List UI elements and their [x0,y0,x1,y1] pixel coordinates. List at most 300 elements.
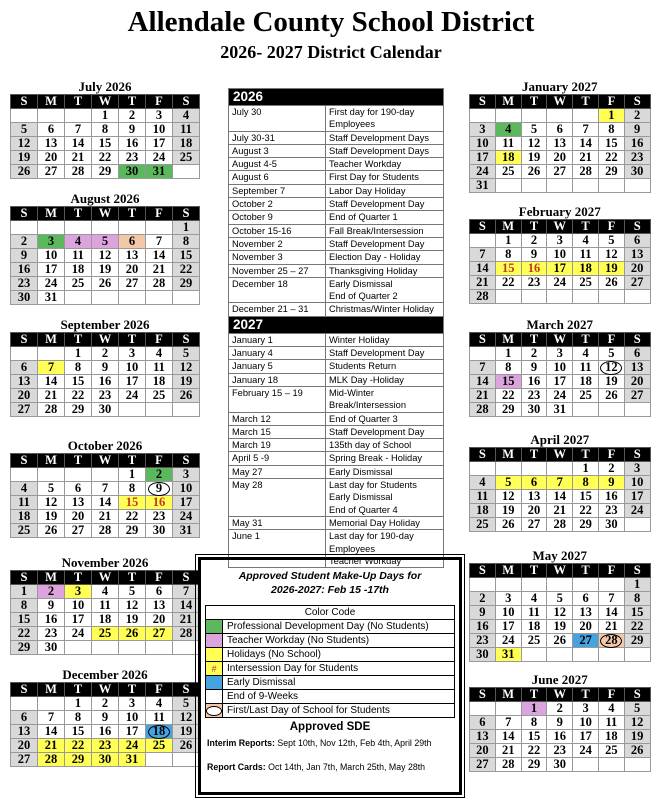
day-cell: 20 [65,510,92,524]
weekday-header: T [65,95,92,109]
empty-cell [573,648,599,662]
day-cell: 27 [146,627,173,641]
day-cell: 23 [38,627,65,641]
empty-cell [598,578,624,592]
empty-cell [547,462,573,476]
empty-cell [470,234,496,248]
day-cell: 14 [470,375,496,389]
day-cell: 9 [521,248,547,262]
weekday-header: S [173,207,200,221]
month-grid [10,206,200,305]
event-row [229,211,444,224]
empty-cell [470,109,496,123]
weekday-header: M [38,207,65,221]
weekday-header: M [38,571,65,585]
day-cell: 29 [624,634,650,648]
day-cell: 2 [547,702,573,716]
weekday-header: S [11,333,38,347]
event-description: Staff Development Day [326,425,444,438]
day-cell: 10 [495,606,521,620]
legend-item [206,690,455,704]
day-cell: 28 [470,290,496,304]
month-grid [10,94,200,179]
day-cell: 4 [146,697,173,711]
day-cell: 8 [173,235,200,249]
day-cell: 1 [495,347,521,361]
day-cell: 2 [38,585,65,599]
day-cell: 1 [65,697,92,711]
day-cell: 24 [119,739,146,753]
empty-cell [495,578,521,592]
day-cell: 7 [573,123,599,137]
day-cell: 17 [173,496,200,510]
event-date: November 3 [229,251,326,264]
empty-cell [495,109,521,123]
day-cell: 8 [521,716,547,730]
day-cell: 1 [598,109,624,123]
day-cell: 10 [573,716,599,730]
hash-icon: # [211,663,217,674]
event-row [229,144,444,157]
weekday-header: W [547,220,573,234]
day-cell: 5 [119,585,146,599]
event-description: Fall Break/Intersession [326,224,444,237]
report-cards [207,762,459,772]
day-cell: 30 [146,524,173,538]
weekday-header: M [38,333,65,347]
day-cell: 27 [547,165,573,179]
event-description: Election Day - Holiday [326,251,444,264]
empty-cell [92,221,119,235]
day-cell: 7 [470,248,496,262]
empty-cell [119,291,146,305]
day-cell: 22 [598,151,624,165]
weekday-header: T [119,95,146,109]
day-cell: 5 [598,347,624,361]
month-grid [10,682,200,767]
day-cell: 20 [11,739,38,753]
event-date: January 1 [229,333,326,346]
day-cell: 21 [598,620,624,634]
day-cell: 23 [92,389,119,403]
day-cell: 16 [146,496,173,510]
day-cell: 20 [547,151,573,165]
day-cell: 4 [598,702,624,716]
event-date: October 2 [229,198,326,211]
day-cell: 8 [92,123,119,137]
event-row [229,452,444,465]
interim-label: Interim Reports: [207,738,275,748]
empty-cell [521,462,547,476]
day-cell: 16 [470,620,496,634]
day-cell: 11 [146,711,173,725]
event-row [229,516,444,529]
empty-cell [92,291,119,305]
empty-cell [547,290,573,304]
weekday-header: T [65,207,92,221]
event-row [229,479,444,517]
weekday-header: S [470,333,496,347]
day-cell: 28 [38,753,65,767]
empty-cell [495,462,521,476]
day-cell: 18 [11,510,38,524]
event-row [229,303,444,316]
day-cell: 19 [173,375,200,389]
day-cell: 3 [119,347,146,361]
day-cell: 21 [146,263,173,277]
day-cell: 10 [547,248,573,262]
empty-cell [173,753,200,767]
day-cell: 20 [11,389,38,403]
day-cell: 22 [573,504,599,518]
year-label: 2026 [229,89,444,106]
empty-cell [173,291,200,305]
empty-cell [495,179,521,193]
event-description: Last day for 190-day Employees Teacher Workday [326,530,444,568]
legend-swatch [206,620,223,634]
empty-cell [547,179,573,193]
day-cell: 29 [173,277,200,291]
event-date: March 15 [229,425,326,438]
month-title: March 2027 [526,317,594,332]
day-cell: 21 [470,389,496,403]
month-october-2026 [10,439,200,538]
weekday-header: F [598,564,624,578]
day-cell: 16 [38,613,65,627]
day-cell: 19 [624,730,650,744]
empty-cell [11,468,38,482]
report-label: Report Cards: [207,762,266,772]
empty-cell [624,179,650,193]
day-cell: 26 [38,524,65,538]
day-cell: 4 [495,123,521,137]
weekday-header: T [521,688,547,702]
day-cell: 6 [547,123,573,137]
day-cell: 25 [146,739,173,753]
day-cell: 14 [547,490,573,504]
day-cell: 22 [173,263,200,277]
day-cell: 13 [547,137,573,151]
weekday-header: S [11,683,38,697]
day-cell: 17 [624,490,650,504]
day-cell: 18 [173,137,200,151]
event-date: December 18 [229,277,326,303]
empty-cell [65,109,92,123]
month-grid [469,94,651,193]
day-cell: 1 [495,234,521,248]
day-cell: 6 [624,347,650,361]
event-row [229,184,444,197]
empty-cell [65,291,92,305]
month-may-2027 [469,549,651,662]
month-title: April 2027 [530,432,590,447]
day-cell: 3 [547,234,573,248]
event-date: January 18 [229,373,326,386]
day-cell: 10 [173,482,200,496]
weekday-header: S [11,207,38,221]
day-cell: 29 [11,641,38,655]
month-grid [10,570,200,655]
day-cell: 24 [38,277,65,291]
day-cell: 12 [521,137,547,151]
day-cell: 17 [495,620,521,634]
empty-cell [38,468,65,482]
day-cell: 5 [598,234,624,248]
day-cell: 27 [521,518,547,532]
day-cell: 3 [495,592,521,606]
legend-swatch [206,634,223,648]
day-cell: 23 [92,739,119,753]
weekday-header: W [547,688,573,702]
month-grid [469,447,651,532]
weekday-header: F [598,333,624,347]
month-title: October 2026 [67,438,143,453]
month-title: July 2026 [78,79,132,94]
day-cell: 30 [598,518,624,532]
day-cell: 30 [119,165,146,179]
weekday-header: W [547,95,573,109]
event-row [229,412,444,425]
day-cell: 12 [598,361,624,375]
day-cell: 18 [146,375,173,389]
day-cell: 29 [598,165,624,179]
day-cell: 25 [495,165,521,179]
day-cell: 2 [146,468,173,482]
event-date: June 1 [229,530,326,568]
event-date: February 15 – 19 [229,386,326,412]
empty-cell [573,578,599,592]
day-cell: 2 [598,462,624,476]
weekday-header: S [470,220,496,234]
empty-cell [573,758,599,772]
day-cell: 14 [92,496,119,510]
day-cell: 9 [119,123,146,137]
day-cell: 31 [146,165,173,179]
day-cell: 3 [547,347,573,361]
empty-cell [146,403,173,417]
event-date: September 7 [229,184,326,197]
event-description: Labor Day Holiday [326,184,444,197]
day-cell: 11 [11,496,38,510]
day-cell: 17 [547,375,573,389]
month-june-2027 [469,673,651,772]
day-cell: 30 [92,753,119,767]
weekday-header: F [146,571,173,585]
day-cell: 5 [521,123,547,137]
month-january-2027 [469,80,651,193]
weekday-header: W [92,333,119,347]
day-cell: 26 [173,739,200,753]
event-date: May 31 [229,516,326,529]
day-cell: 19 [598,375,624,389]
day-cell: 20 [38,151,65,165]
day-cell: 1 [521,702,547,716]
day-cell: 9 [547,716,573,730]
weekday-header: S [11,95,38,109]
legend-item [206,676,455,690]
weekday-header: T [521,564,547,578]
empty-cell [146,641,173,655]
day-cell: 13 [573,606,599,620]
legend-swatch [206,662,223,676]
day-cell: 6 [521,476,547,490]
legend-item [206,662,455,676]
empty-cell [92,641,119,655]
day-cell: 31 [547,403,573,417]
event-description: End of Quarter 1 [326,211,444,224]
day-cell: 9 [521,361,547,375]
day-cell: 3 [119,697,146,711]
day-cell: 17 [65,613,92,627]
event-date: March 12 [229,412,326,425]
day-cell: 9 [598,476,624,490]
event-date: August 6 [229,171,326,184]
day-cell: 12 [173,711,200,725]
day-cell: 17 [573,730,599,744]
day-cell: 31 [119,753,146,767]
day-cell: 9 [470,606,496,620]
day-cell: 28 [38,403,65,417]
day-cell: 17 [146,137,173,151]
empty-cell [495,702,521,716]
empty-cell [11,221,38,235]
legend-label: Holidays (No School) [223,648,455,662]
weekday-header: W [547,564,573,578]
day-cell: 5 [92,235,119,249]
day-cell: 8 [119,482,146,496]
day-cell: 31 [38,291,65,305]
empty-cell [119,641,146,655]
event-row [229,465,444,478]
weekday-header: F [146,683,173,697]
day-cell: 5 [173,697,200,711]
weekday-header: M [38,683,65,697]
month-april-2027 [469,433,651,532]
event-description: Teacher Workday [326,158,444,171]
day-cell: 18 [521,620,547,634]
day-cell: 23 [547,744,573,758]
event-description: Staff Development Day [326,237,444,250]
day-cell: 7 [598,592,624,606]
month-december-2026 [10,668,200,767]
day-cell: 3 [624,462,650,476]
weekday-header: T [119,207,146,221]
empty-cell [38,221,65,235]
weekday-header: W [92,207,119,221]
day-cell: 8 [495,361,521,375]
day-cell: 23 [624,151,650,165]
weekday-header: S [624,448,650,462]
weekday-header: S [470,95,496,109]
weekday-header: T [119,571,146,585]
event-row [229,106,444,132]
day-cell: 10 [65,599,92,613]
day-cell: 25 [573,389,599,403]
weekday-header: S [624,333,650,347]
empty-cell [146,291,173,305]
weekday-header: F [598,220,624,234]
weekday-header: S [470,688,496,702]
day-cell: 24 [547,276,573,290]
day-cell: 2 [521,234,547,248]
day-cell: 2 [92,347,119,361]
year-header [229,316,444,333]
day-cell: 26 [173,389,200,403]
day-cell: 22 [495,276,521,290]
month-grid [469,563,651,662]
day-cell: 18 [470,504,496,518]
day-cell: 18 [598,730,624,744]
day-cell: 7 [495,716,521,730]
day-cell: 1 [624,578,650,592]
day-cell: 7 [38,711,65,725]
weekday-header: S [624,688,650,702]
day-cell: 9 [146,482,173,496]
empty-cell [521,290,547,304]
day-cell: 13 [11,725,38,739]
day-cell: 13 [521,490,547,504]
day-cell: 11 [470,490,496,504]
day-cell: 6 [11,711,38,725]
month-grid [469,687,651,772]
day-cell: 4 [11,482,38,496]
legend-label: Early Dismissal [223,676,455,690]
day-cell: 16 [598,490,624,504]
weekday-header: T [573,333,599,347]
event-row [229,251,444,264]
day-cell: 20 [521,504,547,518]
day-cell: 30 [624,165,650,179]
weekday-header: T [65,454,92,468]
empty-cell [547,578,573,592]
day-cell: 16 [547,730,573,744]
day-cell: 27 [65,524,92,538]
day-cell: 21 [573,151,599,165]
empty-cell [11,109,38,123]
day-cell: 21 [547,504,573,518]
day-cell: 2 [624,109,650,123]
day-cell: 19 [495,504,521,518]
day-cell: 22 [119,510,146,524]
day-cell: 27 [11,403,38,417]
day-cell: 4 [92,585,119,599]
event-row [229,224,444,237]
weekday-header: S [173,333,200,347]
legend-label: Intersession Day for Students [223,662,455,676]
day-cell: 14 [573,137,599,151]
day-cell: 13 [624,361,650,375]
month-title: June 2027 [531,672,588,687]
day-cell: 15 [521,730,547,744]
event-row [229,131,444,144]
day-cell: 23 [11,277,38,291]
empty-cell [573,290,599,304]
empty-cell [38,697,65,711]
day-cell: 4 [173,109,200,123]
day-cell: 1 [173,221,200,235]
interim-reports [207,738,459,748]
weekday-header: M [495,333,521,347]
day-cell: 8 [11,599,38,613]
day-cell: 5 [173,347,200,361]
day-cell: 27 [11,753,38,767]
day-cell: 1 [65,347,92,361]
day-cell: 16 [624,137,650,151]
weekday-header: T [521,448,547,462]
day-cell: 14 [495,730,521,744]
day-cell: 16 [92,725,119,739]
legend-label: End of 9-Weeks [223,690,455,704]
